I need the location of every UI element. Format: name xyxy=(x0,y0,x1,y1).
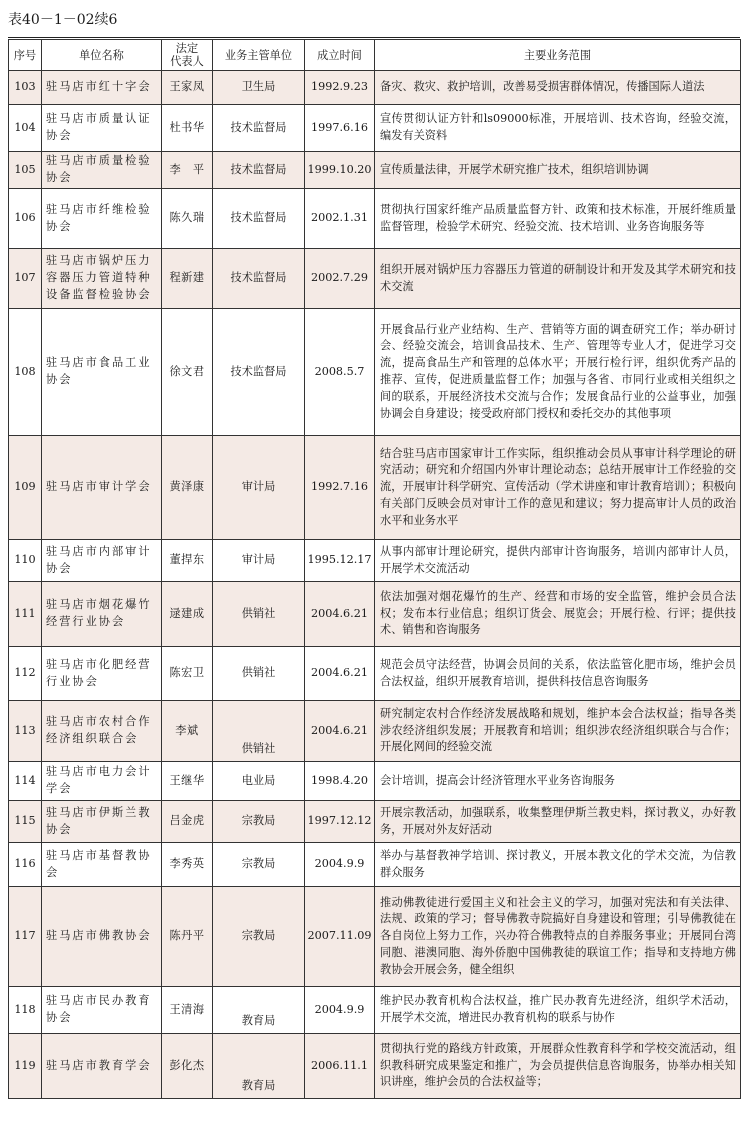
cell-scope: 从事内部审计理论研究，提供内部审计咨询服务，培训内部审计人员，开展学术交流活动 xyxy=(375,540,741,582)
cell-scope: 研究制定农村合作经济发展战略和规划，维护本会合法权益；指导各类涉农经济组织发展；开展教育和培训；组织涉农经济组织联合与合作；开展化网间的经验交流 xyxy=(375,701,741,762)
cell-scope: 举办与基督教神学培训、探讨教义，开展本教文化的学术交流，为信教群众服务 xyxy=(375,843,741,887)
cell-date: 2002.7.29 xyxy=(305,249,375,309)
cell-rep: 董捍东 xyxy=(162,540,213,582)
cell-dept: 审计局 xyxy=(213,540,305,582)
table-row xyxy=(9,105,741,152)
cell-no: 106 xyxy=(9,189,42,249)
table-row xyxy=(9,987,741,1034)
cell-date: 1997.6.16 xyxy=(305,105,375,152)
cell-no: 103 xyxy=(9,71,42,105)
cell-no: 109 xyxy=(9,436,42,540)
cell-date: 1998.4.20 xyxy=(305,762,375,801)
cell-date: 2002.1.31 xyxy=(305,189,375,249)
cell-dept: 教育局 xyxy=(213,1034,305,1099)
cell-name: 驻马店市电力会计学会 xyxy=(42,762,162,801)
cell-scope: 开展食品行业产业结构、生产、营销等方面的调查研究工作；举办研讨会、经验交流会，培训食品技术、生产、管理等专业人才，促进学习交流，提高食品生产和管理的总体水平；开展行检行评，组织优秀产品的推荐、宣传，促进质量监督工作；加强与各省、市同行业或相关组织之间的联系，开展经济技术交流与合作；发展食品行业的公益事业，加强协调会自身建设；接受政府部门授权和委托交办的其他事项 xyxy=(375,309,741,436)
table-row xyxy=(9,540,741,582)
cell-dept: 供销社 xyxy=(213,647,305,701)
table-row xyxy=(9,71,741,105)
cell-rep: 李斌 xyxy=(162,701,213,762)
cell-scope: 组织开展对锅炉压力容器压力管道的研制设计和开发及其学术研究和技术交流 xyxy=(375,249,741,309)
table-row xyxy=(9,582,741,647)
cell-dept: 宗教局 xyxy=(213,887,305,987)
cell-dept: 宗教局 xyxy=(213,801,305,843)
cell-scope: 宣传质量法律，开展学术研究推广技术，组织培训协调 xyxy=(375,152,741,189)
cell-name: 驻马店市食品工业协会 xyxy=(42,309,162,436)
cell-date: 2007.11.09 xyxy=(305,887,375,987)
cell-rep: 程新建 xyxy=(162,249,213,309)
cell-scope: 规范会员守法经营，协调会员间的关系，依法监管化肥市场，维护会员合法权益，组织开展教育培训，提供科技信息咨询服务 xyxy=(375,647,741,701)
cell-date: 2008.5.7 xyxy=(305,309,375,436)
cell-dept: 教育局 xyxy=(213,987,305,1034)
header-rep-line2: 代表人 xyxy=(170,55,204,68)
cell-name: 驻马店市审计学会 xyxy=(42,436,162,540)
table-row xyxy=(9,843,741,887)
associations-table xyxy=(8,39,741,1099)
table-row xyxy=(9,887,741,987)
top-rule xyxy=(8,37,740,38)
cell-date: 2006.11.1 xyxy=(305,1034,375,1099)
cell-scope: 维护民办教育机构合法权益，推广民办教育先进经济，组织学术活动，开展学术交流，增进民办教育机构的联系与协作 xyxy=(375,987,741,1034)
cell-name: 驻马店市质量认证协会 xyxy=(42,105,162,152)
cell-name: 驻马店市教育学会 xyxy=(42,1034,162,1099)
table-row xyxy=(9,762,741,801)
cell-no: 107 xyxy=(9,249,42,309)
table-row xyxy=(9,701,741,762)
cell-date: 1992.7.16 xyxy=(305,436,375,540)
cell-scope: 贯彻执行国家纤维产品质量监督方针、政策和技术标准，开展纤维质量监督管理，检验学术研究、经验交流、技术培训、业务咨询服务等 xyxy=(375,189,741,249)
cell-no: 117 xyxy=(9,887,42,987)
cell-no: 113 xyxy=(9,701,42,762)
cell-dept: 审计局 xyxy=(213,436,305,540)
cell-rep: 陈久瑞 xyxy=(162,189,213,249)
cell-rep: 李秀英 xyxy=(162,843,213,887)
cell-no: 115 xyxy=(9,801,42,843)
cell-dept: 技术监督局 xyxy=(213,105,305,152)
cell-name: 驻马店市佛教协会 xyxy=(42,887,162,987)
header-no: 序号 xyxy=(9,40,42,71)
table-row xyxy=(9,1034,741,1099)
cell-name: 驻马店市伊斯兰教协会 xyxy=(42,801,162,843)
table-row xyxy=(9,309,741,436)
table-row xyxy=(9,801,741,843)
cell-date: 1992.9.23 xyxy=(305,71,375,105)
cell-rep: 杜书华 xyxy=(162,105,213,152)
cell-name: 驻马店市化肥经营行业协会 xyxy=(42,647,162,701)
table-caption: 表40－1－02续6 xyxy=(8,12,118,28)
table-row xyxy=(9,189,741,249)
cell-dept: 技术监督局 xyxy=(213,249,305,309)
cell-scope: 依法加强对烟花爆竹的生产、经营和市场的安全监管，维护会员合法权；发布本行业信息；组织订货会、展览会；开展行检、行评；提供技术、销售和咨询服务 xyxy=(375,582,741,647)
cell-dept: 供销社 xyxy=(213,582,305,647)
cell-no: 114 xyxy=(9,762,42,801)
cell-no: 116 xyxy=(9,843,42,887)
table-row xyxy=(9,436,741,540)
cell-dept: 卫生局 xyxy=(213,71,305,105)
cell-no: 108 xyxy=(9,309,42,436)
cell-no: 105 xyxy=(9,152,42,189)
cell-dept: 宗教局 xyxy=(213,843,305,887)
cell-scope: 贯彻执行党的路线方针政策，开展群众性教育科学和学校交流活动，组织教科研究成果鉴定和推广，为会员提供信息咨询服务，协举办相关知识讲座，维护会员的合法权益等； xyxy=(375,1034,741,1099)
cell-scope: 宣传贯彻认证方针和ls09000标准，开展培训、技术咨询，经验交流，编发有关资料 xyxy=(375,105,741,152)
table-row xyxy=(9,152,741,189)
cell-rep: 黄泽康 xyxy=(162,436,213,540)
cell-name: 驻马店市民办教育协会 xyxy=(42,987,162,1034)
header-row xyxy=(9,40,741,71)
cell-date: 1997.12.12 xyxy=(305,801,375,843)
cell-dept: 技术监督局 xyxy=(213,152,305,189)
cell-no: 119 xyxy=(9,1034,42,1099)
cell-rep: 陈丹平 xyxy=(162,887,213,987)
cell-scope: 推动佛教徒进行爱国主义和社会主义的学习，加强对宪法和有关法律、法规、政策的学习；督导佛教寺院搞好自身建设和管理；引导佛教徒在各自岗位上努力工作，兴办符合佛教特点的自养服务事业；开展同台湾同胞、港澳同胞、海外侨胞中国佛教徒的联谊工作；指导和支持地方佛教协会开展会务，健全组织 xyxy=(375,887,741,987)
cell-name: 驻马店市内部审计协会 xyxy=(42,540,162,582)
cell-no: 104 xyxy=(9,105,42,152)
cell-date: 2004.6.21 xyxy=(305,647,375,701)
cell-dept: 供销社 xyxy=(213,701,305,762)
table-row xyxy=(9,249,741,309)
cell-date: 1995.12.17 xyxy=(305,540,375,582)
cell-rep: 吕金虎 xyxy=(162,801,213,843)
cell-date: 2004.9.9 xyxy=(305,843,375,887)
cell-name: 驻马店市红十字会 xyxy=(42,71,162,105)
cell-rep: 王家凤 xyxy=(162,71,213,105)
cell-rep: 李 平 xyxy=(162,152,213,189)
header-date: 成立时间 xyxy=(305,40,375,71)
cell-date: 1999.10.20 xyxy=(305,152,375,189)
cell-no: 111 xyxy=(9,582,42,647)
cell-no: 110 xyxy=(9,540,42,582)
cell-no: 112 xyxy=(9,647,42,701)
cell-rep: 彭化杰 xyxy=(162,1034,213,1099)
cell-rep: 陈宏卫 xyxy=(162,647,213,701)
cell-rep: 王继华 xyxy=(162,762,213,801)
cell-name: 驻马店市烟花爆竹经营行业协会 xyxy=(42,582,162,647)
header-dept: 业务主管单位 xyxy=(213,40,305,71)
cell-name: 驻马店市质量检验协会 xyxy=(42,152,162,189)
header-scope: 主要业务范围 xyxy=(375,40,741,71)
cell-rep: 逯建成 xyxy=(162,582,213,647)
header-rep-line1: 法定 xyxy=(175,42,199,55)
cell-rep: 王清海 xyxy=(162,987,213,1034)
cell-date: 2004.6.21 xyxy=(305,701,375,762)
cell-scope: 会计培训，提高会计经济管理水平业务咨询服务 xyxy=(375,762,741,801)
cell-name: 驻马店市锅炉压力容器压力管道特种设备监督检验协会 xyxy=(42,249,162,309)
cell-name: 驻马店市农村合作经济组织联合会 xyxy=(42,701,162,762)
header-name: 单位名称 xyxy=(42,40,162,71)
cell-no: 118 xyxy=(9,987,42,1034)
table-row xyxy=(9,647,741,701)
cell-dept: 技术监督局 xyxy=(213,189,305,249)
cell-scope: 开展宗教活动，加强联系，收集整理伊斯兰教史料，探讨教义，办好教务，开展对外友好活动 xyxy=(375,801,741,843)
cell-dept: 技术监督局 xyxy=(213,309,305,436)
cell-dept: 电业局 xyxy=(213,762,305,801)
cell-scope: 备灾、救灾、救护培训，改善易受损害群体情况，传播国际人道法 xyxy=(375,71,741,105)
cell-name: 驻马店市纤维检验协会 xyxy=(42,189,162,249)
header-rep xyxy=(162,40,213,71)
cell-date: 2004.9.9 xyxy=(305,987,375,1034)
cell-date: 2004.6.21 xyxy=(305,582,375,647)
cell-name: 驻马店市基督教协会 xyxy=(42,843,162,887)
cell-scope: 结合驻马店市国家审计工作实际，组织推动会员从事审计科学理论的研究活动；研究和介绍国内外审计理论动态；总结开展审计工作经验的交流，开展审计科学研究、宣传活动（学术讲座和审计教育培训）；积极向有关部门反映会员对审计工作的意见和建议；努力提高审计人员的政治水平和业务水平 xyxy=(375,436,741,540)
cell-rep: 徐文君 xyxy=(162,309,213,436)
